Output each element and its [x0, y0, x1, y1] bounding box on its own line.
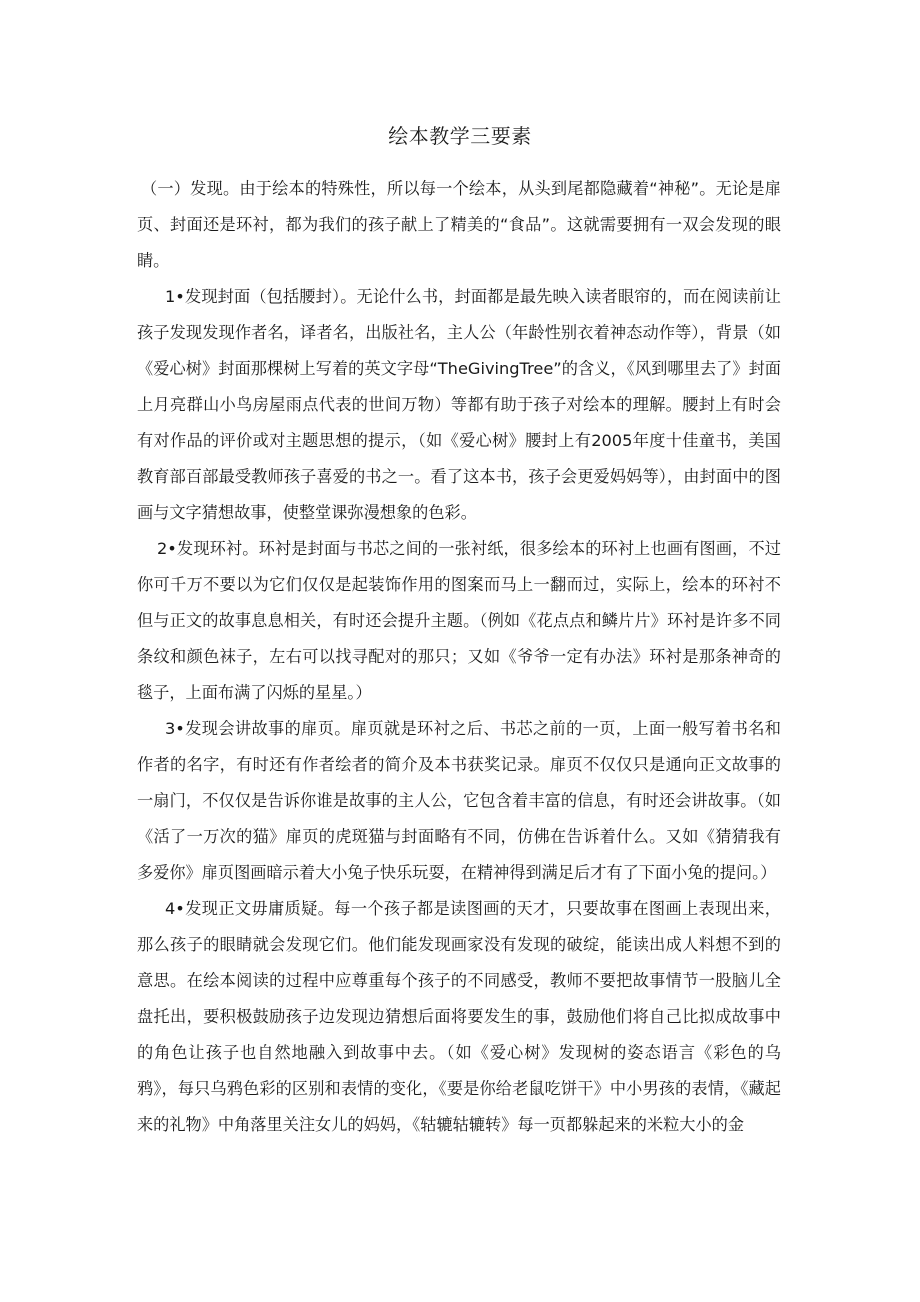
document-body — [137, 171, 781, 1143]
paragraph-discovery-intro: （一）发现。由于绘本的特殊性，所以每一个绘本，从头到尾都隐藏着“神秘”。无论是扉页、封面还是环衬，都为我们的孩子献上了精美的“食品”。这就需要拥有一双会发现的眼睛。 — [137, 179, 781, 270]
paragraph-discover-main-text: 4•发现正文毋庸质疑。每一个孩子都是读图画的天才，只要故事在图画上表现出来，那么孩子的眼睛就会发现它们。他们能发现画家没有发现的破绽，能读出成人料想不到的意思。在绘本阅读的过程中应尊重每个孩子的不同感受，教师不要把故事情节一股脑儿全盘托出，要积极鼓励孩子边发现边猜想后面将要发生的事，鼓励他们将自己比拟成故事中的角色让孩子也自然地融入到故事中去。（如《爱心树》发现树的姿态语言《彩色的乌鸦》，每只乌鸦色彩的区别和表情的变化，《要是你给老鼠吃饼干》中小男孩的表情，《藏起来的礼物》中角落里关注女儿的妈妈，《轱辘轱辘转》每一页都躲起来的米粒大小的金 — [137, 899, 781, 1134]
paragraph-discover-title-page: 3•发现会讲故事的扉页。扉页就是环衬之后、书芯之前的一页，上面一般写着书名和作者的名字，有时还有作者绘者的简介及本书获奖记录。扉页不仅仅只是通向正文故事的一扇门，不仅仅是告诉你谁是故事的主人公，它包含着丰富的信息，有时还会讲故事。（如《活了一万次的猫》扉页的虎斑猫与封面略有不同，仿佛在告诉着什么。又如《猜猜我有多爱你》扉页图画暗示着大小兔子快乐玩耍，在精神得到满足后才有了下面小兔的提问。） — [137, 719, 781, 882]
paragraph-discover-endpaper: 2•发现环衬。环衬是封面与书芯之间的一张衬纸，很多绘本的环衬上也画有图画，不过你可千万不要以为它们仅仅是起装饰作用的图案而马上一翻而过，实际上，绘本的环衬不但与正文的故事息息相关，有时还会提升主题。（例如《花点点和鳞片片》环衬是许多不同条纹和颜色袜子，左右可以找寻配对的那只；又如《爷爷一定有办法》环衬是那条神奇的毯子，上面布满了闪烁的星星。） — [137, 539, 781, 702]
page-title: 绘本教学三要素 — [388, 124, 532, 148]
paragraph-discover-cover: 1•发现封面（包括腰封）。无论什么书，封面都是最先映入读者眼帘的，而在阅读前让孩子发现发现作者名，译者名，出版社名，主人公（年龄性别衣着神态动作等），背景（如《爱心树》封面那棵树上写着的英文字母“TheGivingTree”的含义，《风到哪里去了》封面上月亮群山小鸟房屋雨点代表的世间万物）等都有助于孩子对绘本的理解。腰封上有时会有对作品的评价或对主题思想的提示，（如《爱心树》腰封上有2005年度十佳童书，美国教育部百部最受教师孩子喜爱的书之一。看了这本书，孩子会更爱妈妈等），由封面中的图画与文字猜想故事，使整堂课弥漫想象的色彩。 — [137, 287, 781, 522]
